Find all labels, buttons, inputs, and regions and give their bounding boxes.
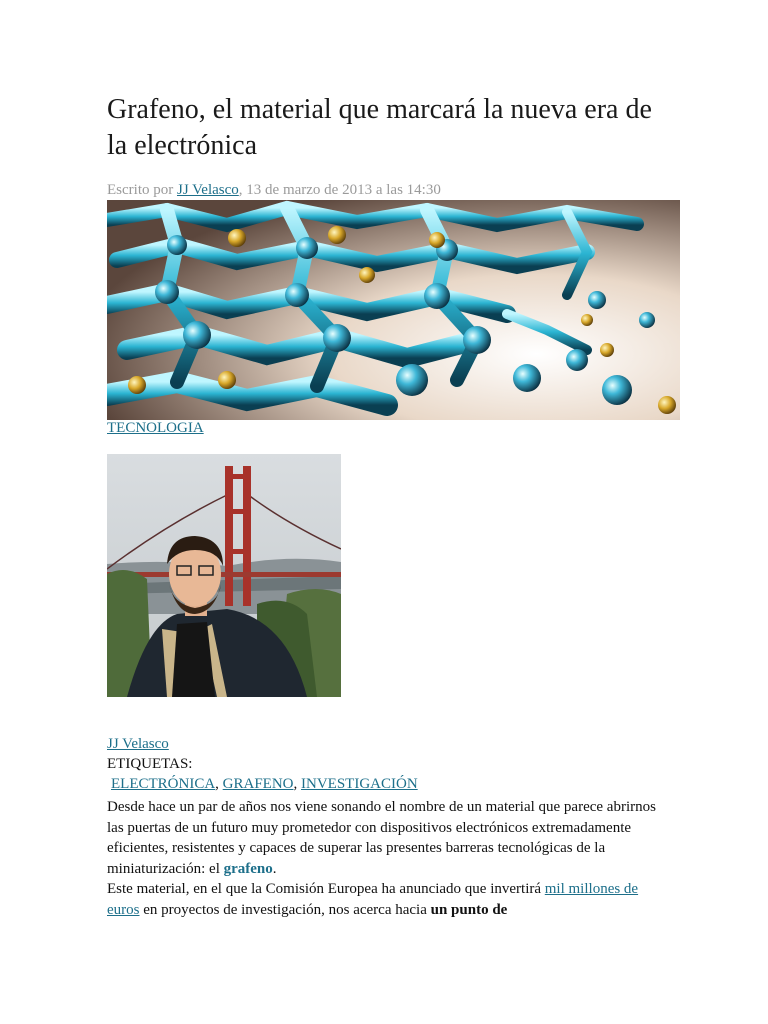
article-body (107, 797, 667, 920)
paragraph-1-text: Desde hace un par de años nos viene sonando el nombre de un material que parece abrirnos las puertas de un futuro muy prometedor con dispositivos electrónicos extremadamente eficientes, resistentes y capaces de superar las presentes barreras tecnológicas de la miniaturización: el (107, 799, 656, 877)
paragraph-2-mid: en proyectos de investigación, nos acerca hacia (139, 901, 431, 918)
article-title: Grafeno, el material que marcará la nueva era de la electrónica (107, 94, 652, 161)
tag-investigacion[interactable]: INVESTIGACIÓN (301, 776, 418, 792)
hero-image (107, 200, 680, 420)
tag-grafeno[interactable]: GRAFENO (222, 776, 294, 792)
byline-prefix: Escrito por (107, 182, 177, 198)
keyword-grafeno: grafeno (223, 860, 273, 877)
tag-electronica[interactable]: ELECTRÓNICA (111, 776, 216, 792)
author-photo (107, 454, 341, 697)
byline-date: , 13 de marzo de 2013 a las 14:30 (238, 182, 441, 198)
tags-label: ETIQUETAS: (107, 756, 193, 772)
paragraph-2-text: Este material, en el que la Comisión Europea ha anunciado que invertirá (107, 881, 545, 897)
tag-separator: , (293, 776, 302, 792)
tag-list (111, 776, 418, 793)
author-link[interactable]: JJ Velasco (176, 182, 239, 198)
paragraph-2 (107, 879, 667, 920)
author-name-link[interactable]: JJ Velasco (107, 736, 169, 752)
category-link[interactable]: TECNOLOGIA (107, 420, 204, 436)
tag-separator: , (215, 776, 223, 792)
investment-link[interactable]: mil millones de euros (107, 881, 639, 918)
paragraph-2-bold: un punto de (430, 901, 508, 918)
paragraph-1 (107, 797, 667, 879)
byline (107, 182, 441, 199)
paragraph-1-end: . (272, 860, 277, 877)
